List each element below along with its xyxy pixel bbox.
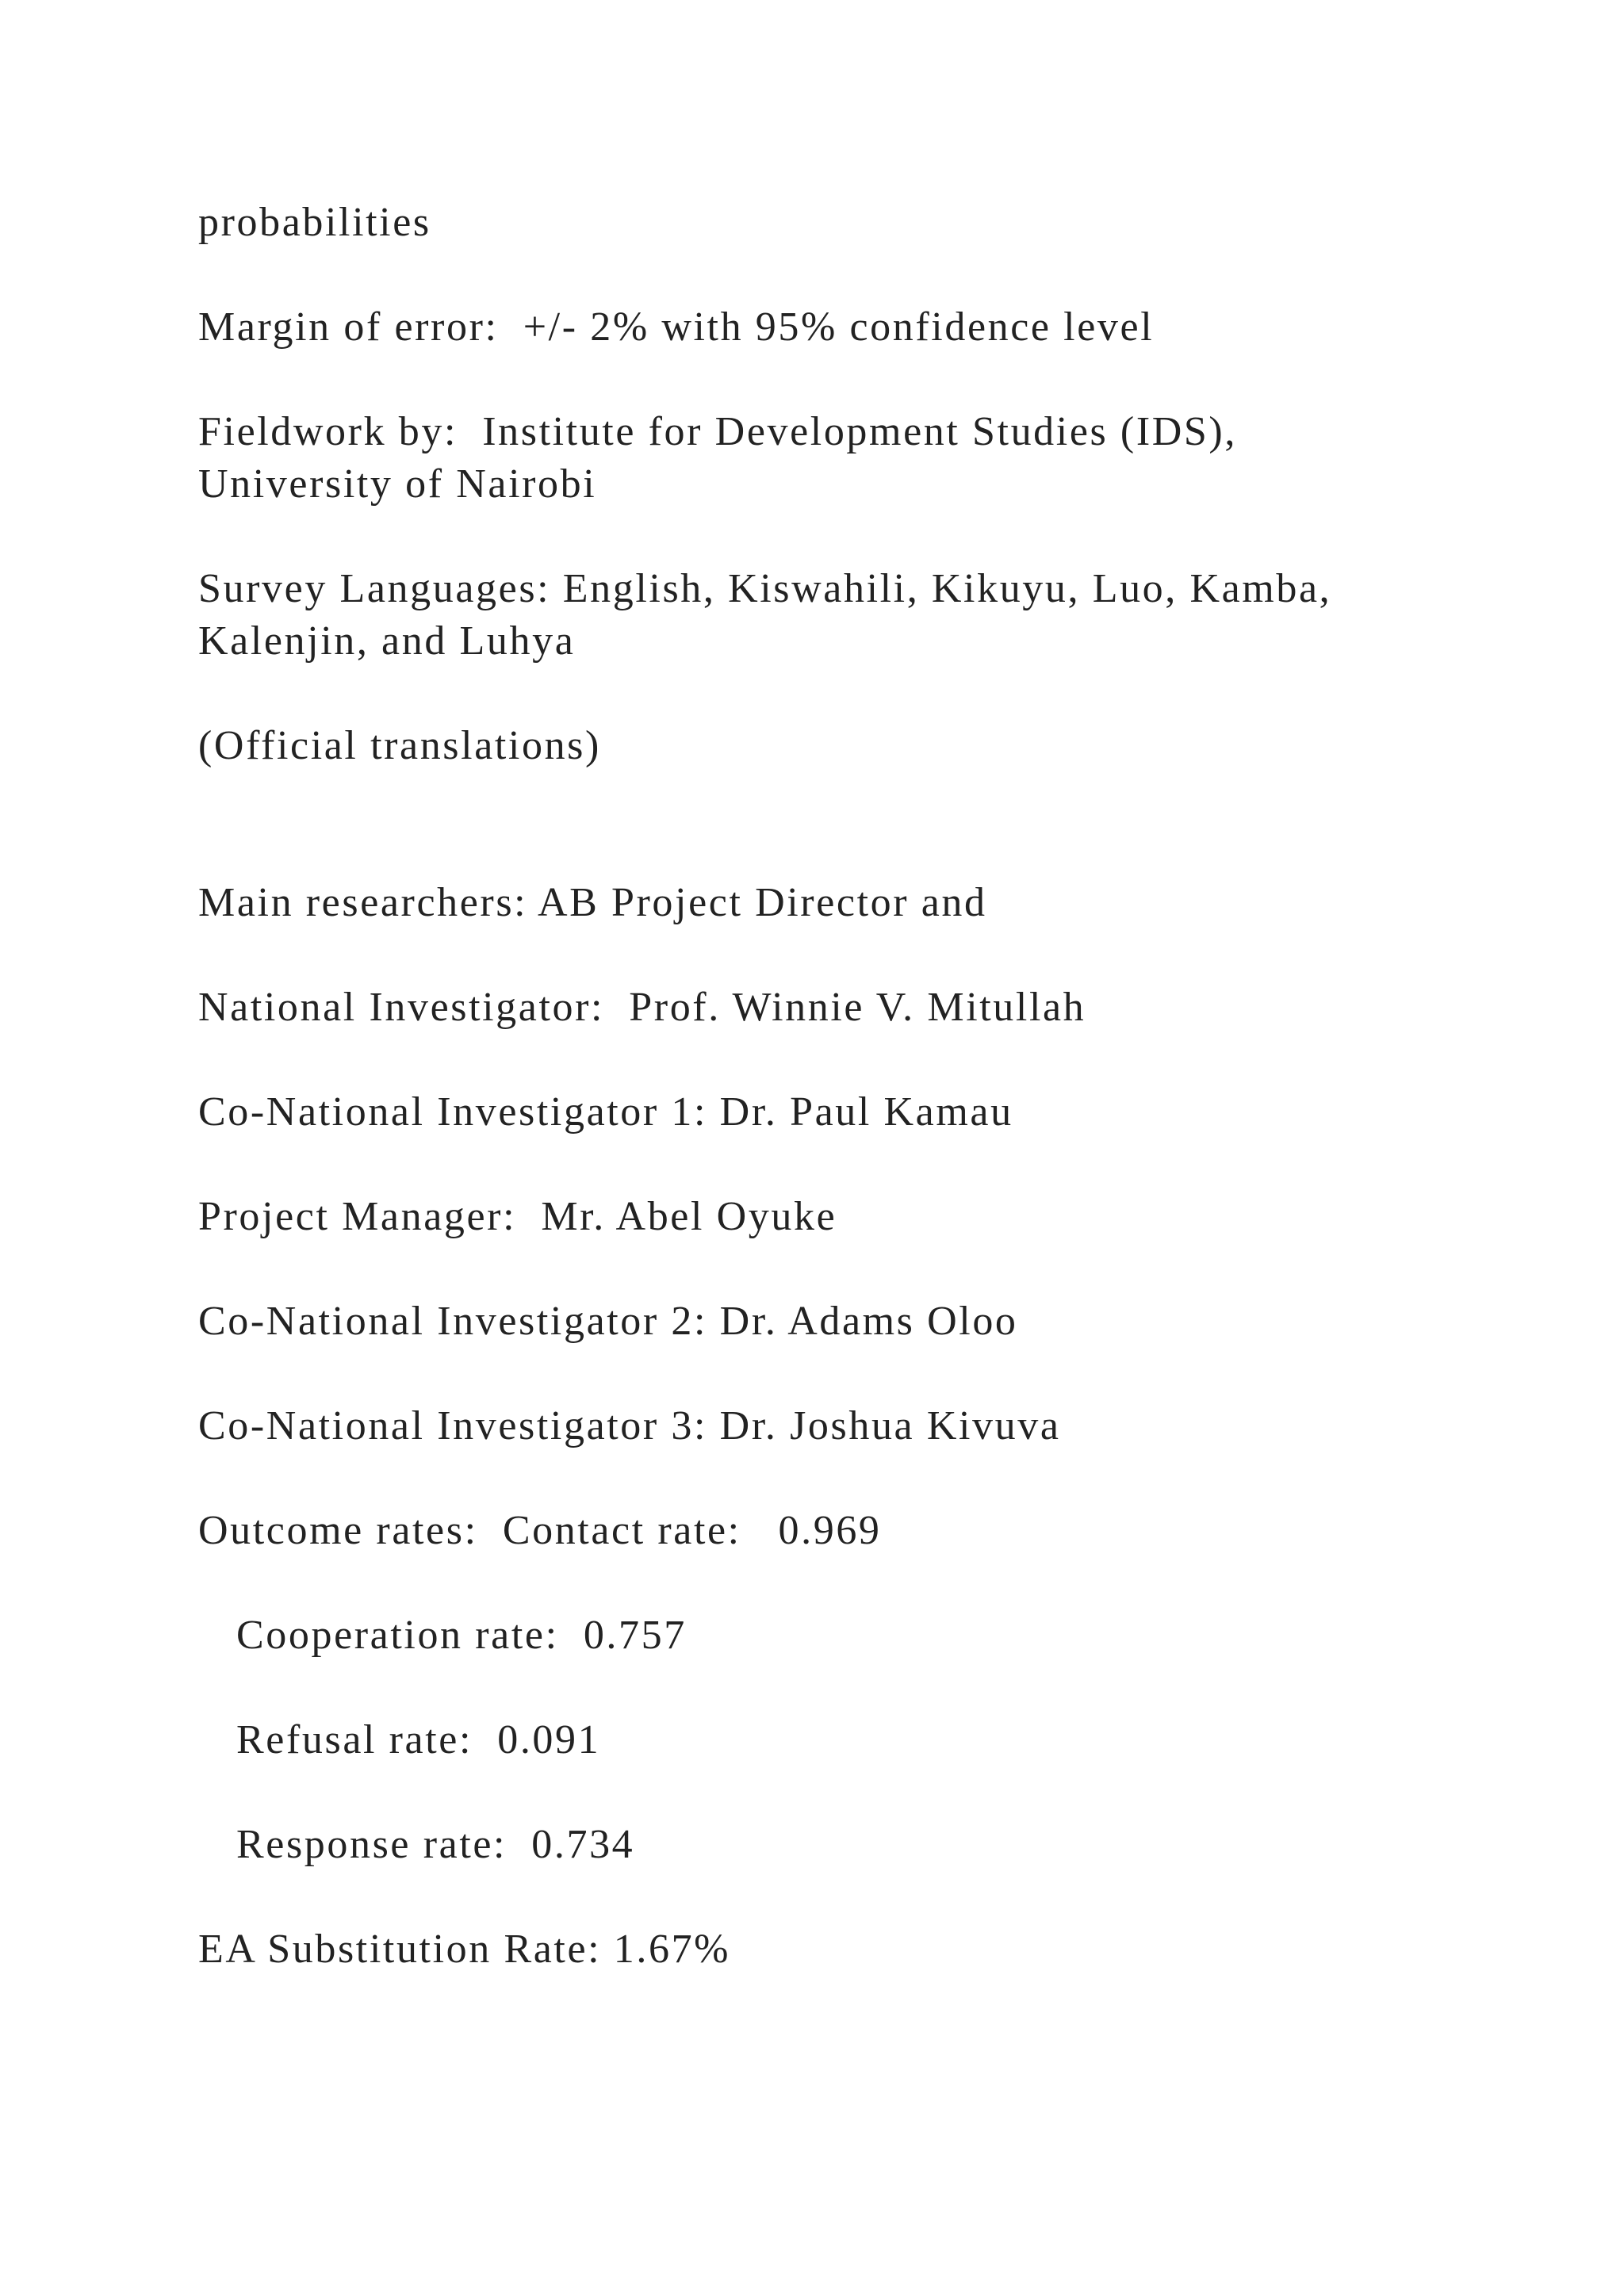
ea-substitution-text: EA Substitution Rate: 1.67% xyxy=(198,1927,731,1972)
co-investigator-2-text: Co-National Investigator 2: Dr. Adams Oloo xyxy=(198,1299,1018,1344)
translations-note: (Official translations) xyxy=(198,723,601,768)
project-manager-text: Project Manager: Mr. Abel Oyuke xyxy=(198,1194,837,1239)
national-investigator-text: National Investigator: Prof. Winnie V. Mitullah xyxy=(198,985,1086,1030)
co-investigator-1-text: Co-National Investigator 1: Dr. Paul Kamau xyxy=(198,1089,1013,1135)
fieldwork-line-2: University of Nairobi xyxy=(198,461,597,507)
response-rate-text: Response rate: 0.734 xyxy=(236,1822,635,1867)
languages-line-2: Kalenjin, and Luhya xyxy=(198,618,576,664)
languages-line-1: Survey Languages: English, Kiswahili, Kikuyu, Luo, Kamba, xyxy=(198,566,1332,611)
refusal-rate-text: Refusal rate: 0.091 xyxy=(236,1717,601,1762)
probabilities-text: probabilities xyxy=(198,200,431,245)
cooperation-rate-text: Cooperation rate: 0.757 xyxy=(236,1613,687,1658)
co-investigator-3-text: Co-National Investigator 3: Dr. Joshua Kivuva xyxy=(198,1403,1061,1448)
outcome-rates-text: Outcome rates: Contact rate: 0.969 xyxy=(198,1508,882,1553)
fieldwork-line-1: Fieldwork by: Institute for Development Studies (IDS), xyxy=(198,409,1237,454)
margin-of-error-text: Margin of error: +/- 2% with 95% confidence level xyxy=(198,304,1155,350)
main-researchers-text: Main researchers: AB Project Director and xyxy=(198,880,987,925)
